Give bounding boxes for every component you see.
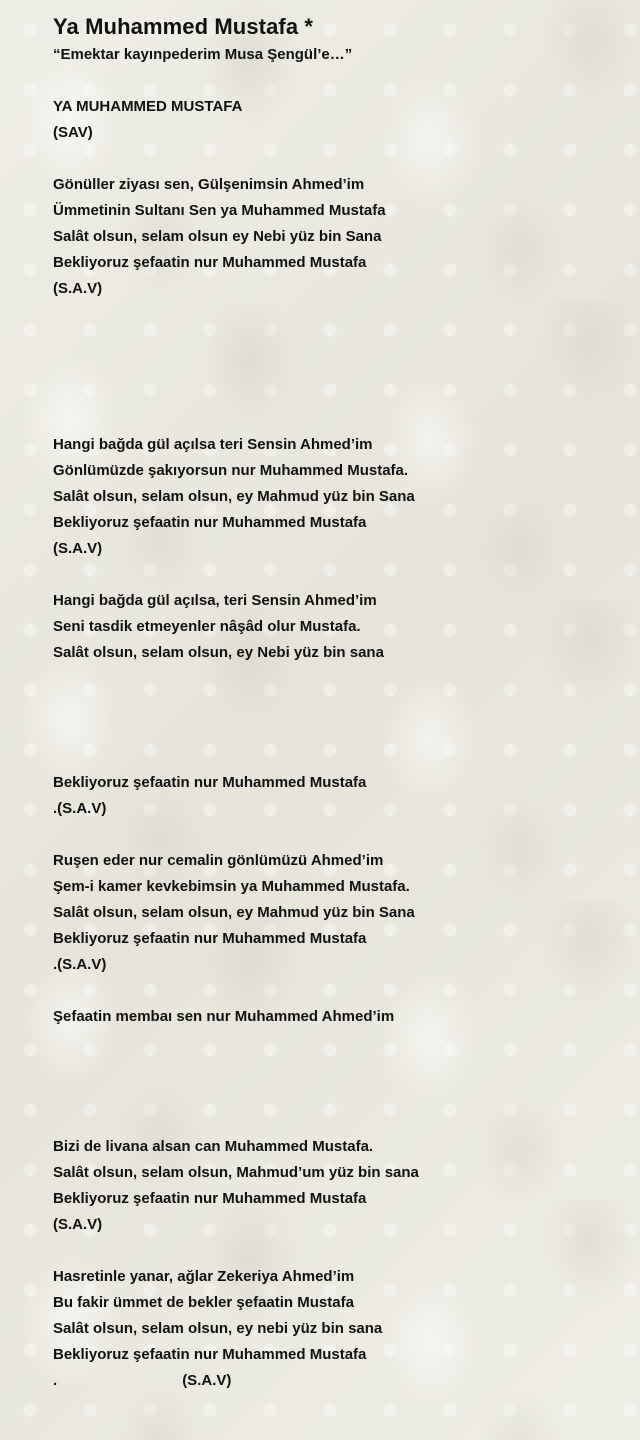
verse-line: (S.A.V) — [53, 1216, 103, 1233]
stanza-2 — [53, 432, 613, 562]
verse-line: Hasretinle yanar, ağlar Zekeriya Ahmed’im — [53, 1268, 355, 1285]
verse-line: .(S.A.V) — [53, 800, 107, 817]
verse-line: .(S.A.V) — [53, 956, 107, 973]
verse-line: Salât olsun, selam olsun, ey Mahmud yüz bin Sana — [53, 488, 415, 505]
stanza-spacer — [53, 68, 613, 94]
verse-line: Ümmetinin Sultanı Sen ya Muhammed Mustafa — [53, 202, 386, 219]
verse-line: Salât olsun, selam olsun ey Nebi yüz bin Sana — [53, 228, 382, 245]
poem-dedication: “Emektar kayınpederim Musa Şengül’e…” — [53, 46, 353, 63]
verse-line: Şefaatin membaı sen nur Muhammed Ahmed’im — [53, 1008, 395, 1025]
verse-line: Salât olsun, selam olsun, ey Mahmud yüz bin Sana — [53, 904, 415, 921]
poem-heading: YA MUHAMMED MUSTAFA — [53, 98, 243, 115]
stanza-3 — [53, 588, 613, 666]
stanza-7 — [53, 1134, 613, 1238]
stanza-spacer — [53, 562, 613, 588]
stanza-1 — [53, 172, 613, 302]
verse-line: Ruşen eder nur cemalin gönlümüzü Ahmed’im — [53, 852, 384, 869]
verse-line: (S.A.V) — [53, 280, 103, 297]
stanza-spacer — [53, 666, 613, 770]
verse-line: Bizi de livana alsan can Muhammed Mustafa. — [53, 1138, 374, 1155]
verse-line: Hangi bağda gül açılsa, teri Sensin Ahmed’im — [53, 592, 377, 609]
verse-line: (S.A.V) — [53, 540, 103, 557]
verse-line: Bekliyoruz şefaatin nur Muhammed Mustafa — [53, 1346, 367, 1363]
verse-line: Salât olsun, selam olsun, Mahmud’um yüz bin sana — [53, 1164, 419, 1181]
poem-container — [53, 12, 613, 1394]
verse-line: Bekliyoruz şefaatin nur Muhammed Mustafa — [53, 1190, 367, 1207]
stanza-spacer — [53, 146, 613, 172]
stanza-spacer — [53, 1238, 613, 1264]
verse-line: Gönlümüzde şakıyorsun nur Muhammed Mustafa. — [53, 462, 409, 479]
stanza-spacer — [53, 822, 613, 848]
verse-line: . (S.A.V) — [53, 1372, 232, 1389]
verse-line: Şem-i kamer kevkebimsin ya Muhammed Mustafa. — [53, 878, 410, 895]
verse-line: Bekliyoruz şefaatin nur Muhammed Mustafa — [53, 254, 367, 271]
verse-line: Hangi bağda gül açılsa teri Sensin Ahmed’im — [53, 436, 373, 453]
verse-line: Salât olsun, selam olsun, ey nebi yüz bin sana — [53, 1320, 383, 1337]
verse-line: Bekliyoruz şefaatin nur Muhammed Mustafa — [53, 514, 367, 531]
stanza-spacer — [53, 302, 613, 432]
stanza-spacer — [53, 978, 613, 1004]
stanza-8 — [53, 1264, 613, 1394]
verse-line: Bekliyoruz şefaatin nur Muhammed Mustafa — [53, 930, 367, 947]
verse-line: Seni tasdik etmeyenler nâşâd olur Mustafa. — [53, 618, 361, 635]
stanza-5 — [53, 848, 613, 978]
verse-line: Gönüller ziyası sen, Gülşenimsin Ahmed’im — [53, 176, 365, 193]
verse-line: Bu fakir ümmet de bekler şefaatin Mustafa — [53, 1294, 354, 1311]
stanza-4 — [53, 770, 613, 822]
stanza-spacer — [53, 1030, 613, 1134]
poem-heading-sub: (SAV) — [53, 124, 93, 141]
poem-title: Ya Muhammed Mustafa * — [53, 14, 314, 39]
stanza-6 — [53, 1004, 613, 1030]
verse-line: Salât olsun, selam olsun, ey Nebi yüz bin sana — [53, 644, 384, 661]
verse-line: Bekliyoruz şefaatin nur Muhammed Mustafa — [53, 774, 367, 791]
